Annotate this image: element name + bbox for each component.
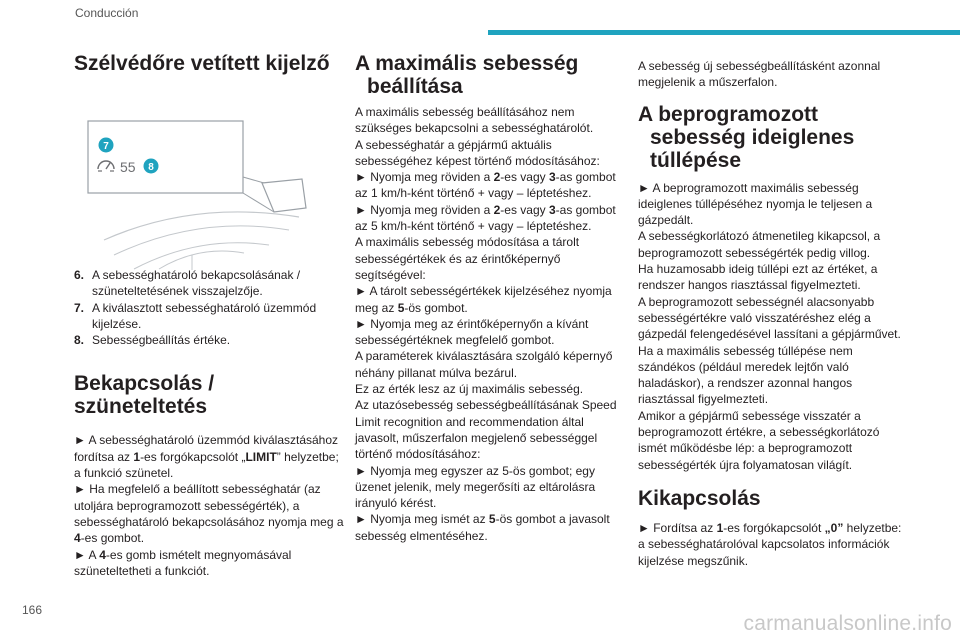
para-deactivate: ► Fordítsa az 1-es forgókapcsolót „0” helyzetbe: a sebességhatárolóval kapcsolatos információk kijelzése megszűnik. bbox=[638, 520, 902, 568]
para-max-9: Ez az érték lesz az új maximális sebesség. bbox=[355, 382, 584, 397]
para-override-4: A beprogramozott sebességnél alacsonyabb sebességértékre való visszatéréshez elég a gázpedál felengedésével lassítani a gépjárművet. bbox=[638, 294, 901, 342]
badge-8-label: 8 bbox=[148, 162, 154, 173]
column-3 bbox=[638, 52, 910, 569]
para-activate-3: ► A 4-es gomb ismételt megnyomásával szüneteltetheti a funkciót. bbox=[74, 547, 292, 578]
watermark: carmanualsonline.info bbox=[743, 612, 952, 635]
para-max-12: ► Nyomja meg ismét az 5-ös gombot a javasolt sebesség elmentéséhez. bbox=[355, 512, 610, 543]
para-max-6: ► A tárolt sebességértékek kijelzéséhez nyomja meg az 5-ös gombot. bbox=[355, 284, 612, 315]
hud-projector bbox=[262, 179, 306, 212]
para-max-1: A maximális sebesség beállításához nem szükséges bekapcsolni a sebességhatárolót. bbox=[355, 105, 594, 136]
hud-illustration bbox=[74, 105, 344, 265]
para-max-5: A maximális sebesség módosítása a tárolt sebességértékek és az érintőképernyő segítségével: bbox=[355, 235, 580, 282]
speedometer-icon bbox=[98, 161, 114, 171]
page-number: 166 bbox=[22, 603, 43, 617]
para-activate-2: ► Ha megfelelő a beállított sebességhatár (az utoljára beprogramozott sebességérték), a sebességhatároló bekapcsolásához nyomja meg a 4-es gombot. bbox=[74, 482, 344, 546]
para-new-setting: A sebesség új sebességbeállításként azonnal megjelenik a műszerfalon. bbox=[638, 59, 881, 90]
para-max-11: ► Nyomja meg egyszer az 5-ös gombot; egy üzenet jelenik, mely megerősíti az eltárolásra irányuló kérést. bbox=[355, 463, 596, 511]
legend-item-7: 7. A kiválasztott sebességhatároló üzemmód kijelzése. bbox=[74, 300, 317, 331]
para-override-6: Amikor a gépjármű sebessége visszatér a beprogramozott értékre, a sebességkorlátozó ismét működésbe lép: a beprogramozott sebességérték újra folyamatosan világít. bbox=[638, 408, 880, 472]
badge-7-label: 7 bbox=[103, 141, 109, 152]
para-max-8: A paraméterek kiválasztására szolgáló képernyő néhány pillanat múlva bezárul. bbox=[355, 349, 613, 380]
heading-max-speed: A maximális sebesség beállítása bbox=[355, 52, 579, 98]
para-max-10: Az utazósebesség sebességbeállításának Speed Limit recognition and recommendation által javasolt, műszerfalon megjelenő sebességgel történő módosításához: bbox=[355, 398, 617, 462]
column-1 bbox=[74, 52, 344, 579]
para-max-4: ► Nyomja meg röviden a 2-es vagy 3-as gombot az 5 km/h-ként történő + vagy – léptetéshez. bbox=[355, 202, 616, 234]
header-accent-bar bbox=[488, 30, 960, 35]
heading-temp-override: A beprogramozott sebesség ideiglenes túllépése bbox=[638, 102, 855, 172]
para-max-7: ► Nyomja meg az érintőképernyőn a kívánt sebességértéknek megfelelő gombot. bbox=[355, 316, 589, 348]
para-max-3: ► Nyomja meg röviden a 2-es vagy 3-as gombot az 1 km/h-ként történő + vagy – léptetéshez. bbox=[355, 170, 616, 201]
legend-item-8: 8. Sebességbeállítás értéke. bbox=[74, 333, 231, 348]
heading-hud: Szélvédőre vetített kijelző bbox=[74, 52, 330, 75]
legend-item-6: 6. A sebességhatároló bekapcsolásának / szüneteltetésének visszajelzője. bbox=[74, 268, 301, 299]
para-override-2: A sebességkorlátozó átmenetileg kikapcsol, a beprogramozott sebességérték pedig villog. bbox=[638, 229, 881, 260]
dashboard-outline bbox=[104, 212, 299, 240]
para-max-2: A sebességhatár a gépjármű aktuális sebességéhez képest történő módosításához: bbox=[355, 137, 600, 168]
hud-display-frame bbox=[88, 121, 243, 193]
heading-activate: Bekapcsolás / szüneteltetés bbox=[74, 372, 215, 419]
column-2 bbox=[355, 52, 627, 544]
para-activate-1: ► A sebességhatároló üzemmód kiválasztásához fordítsa az 1-es forgókapcsolót „LIMIT” helyzetbe; a funkció szünetel. bbox=[74, 433, 339, 481]
section-header: Conducción bbox=[75, 6, 139, 20]
hud-diagram bbox=[74, 105, 344, 270]
para-override-3: Ha huzamosabb ideig túllépi ezt az értéket, a rendszer hangos riasztással figyelmezteti. bbox=[638, 262, 878, 293]
heading-deactivate: Kikapcsolás bbox=[638, 486, 761, 510]
para-override-1: ► A beprogramozott maximális sebesség ideiglenes túllépéséhez nyomja le teljesen a gázpedált. bbox=[638, 180, 873, 228]
para-override-5: Ha a maximális sebesség túllépése nem szándékos (például meredek lejtőn való haladáskor), a rendszer azonnal hangos riasztással figyelmezteti. bbox=[638, 343, 853, 407]
speed-value: 55 bbox=[120, 159, 136, 175]
